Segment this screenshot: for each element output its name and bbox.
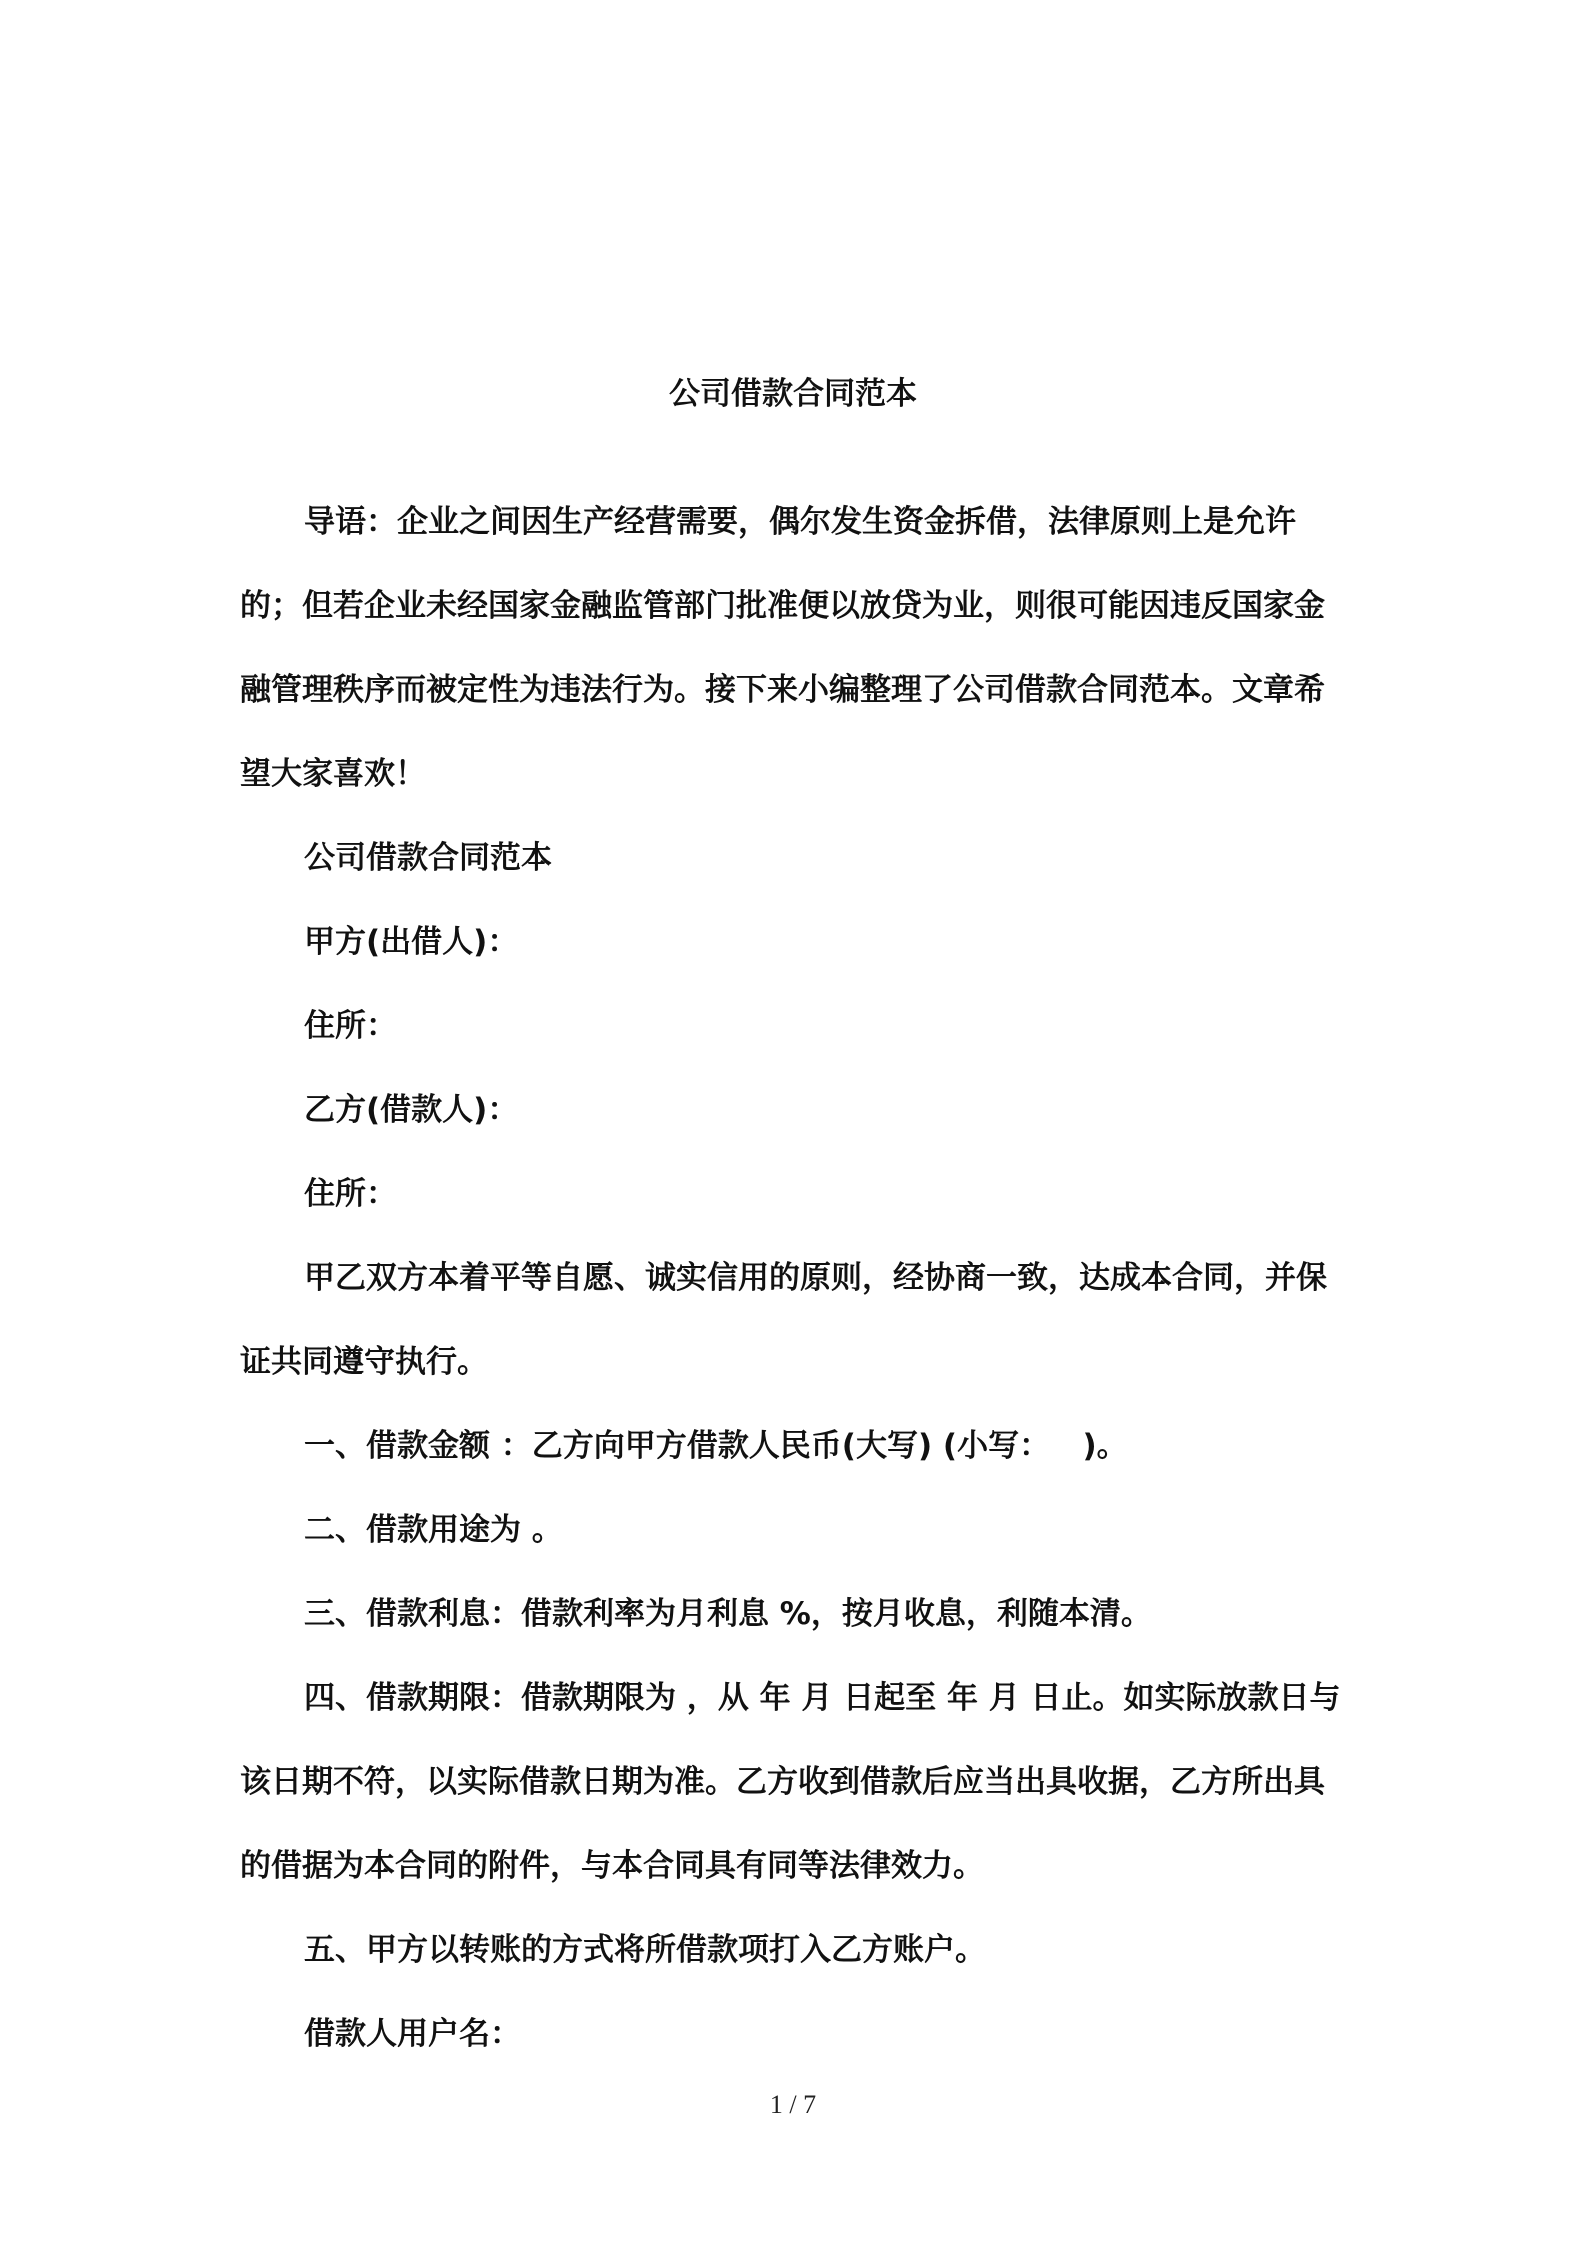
party-b-address-label: 住所：	[304, 1176, 397, 1212]
party-a-address-label: 住所：	[304, 1008, 397, 1044]
contract-subtitle: 公司借款合同范本	[304, 840, 552, 876]
document-body	[240, 480, 1350, 2076]
clause-loan-interest: 三、借款利息：借款利率为月利息 %，按月收息，利随本清。	[304, 1596, 1152, 1632]
borrower-username-label: 借款人用户名：	[304, 2016, 521, 2052]
clause-loan-purpose: 二、借款用途为 。	[304, 1512, 563, 1548]
clause-transfer-method: 五、甲方以转账的方式将所借款项打入乙方账户。	[304, 1932, 986, 1968]
party-a-label: 甲方(出借人)：	[304, 924, 519, 960]
page-number: 1 / 7	[769, 2090, 817, 2119]
preamble-paragraph: 甲乙双方本着平等自愿、诚实信用的原则，经协商一致，达成本合同，并保证共同遵守执行。	[240, 1260, 1327, 1380]
party-b-label: 乙方(借款人)：	[304, 1092, 519, 1128]
intro-paragraph: 导语：企业之间因生产经营需要，偶尔发生资金拆借，法律原则上是允许的；但若企业未经国家金融监管部门批准便以放贷为业，则很可能因违反国家金融管理秩序而被定性为违法行为。接下来小编整理了公司借款合同范本。文章希望大家喜欢！	[240, 504, 1325, 792]
clause-loan-term: 四、借款期限：借款期限为 ，从 年 月 日起至 年 月 日止。如实际放款日与该日期不符，以实际借款日期为准。乙方收到借款后应当出具收据，乙方所出具的借据为本合同的附件，与本合同具有同等法律效力。	[240, 1680, 1341, 1884]
document-title: 公司借款合同范本	[669, 376, 917, 412]
clause-loan-amount: 一、借款金额 ：乙方向甲方借款人民币(大写) (小写： )。	[304, 1428, 1128, 1464]
